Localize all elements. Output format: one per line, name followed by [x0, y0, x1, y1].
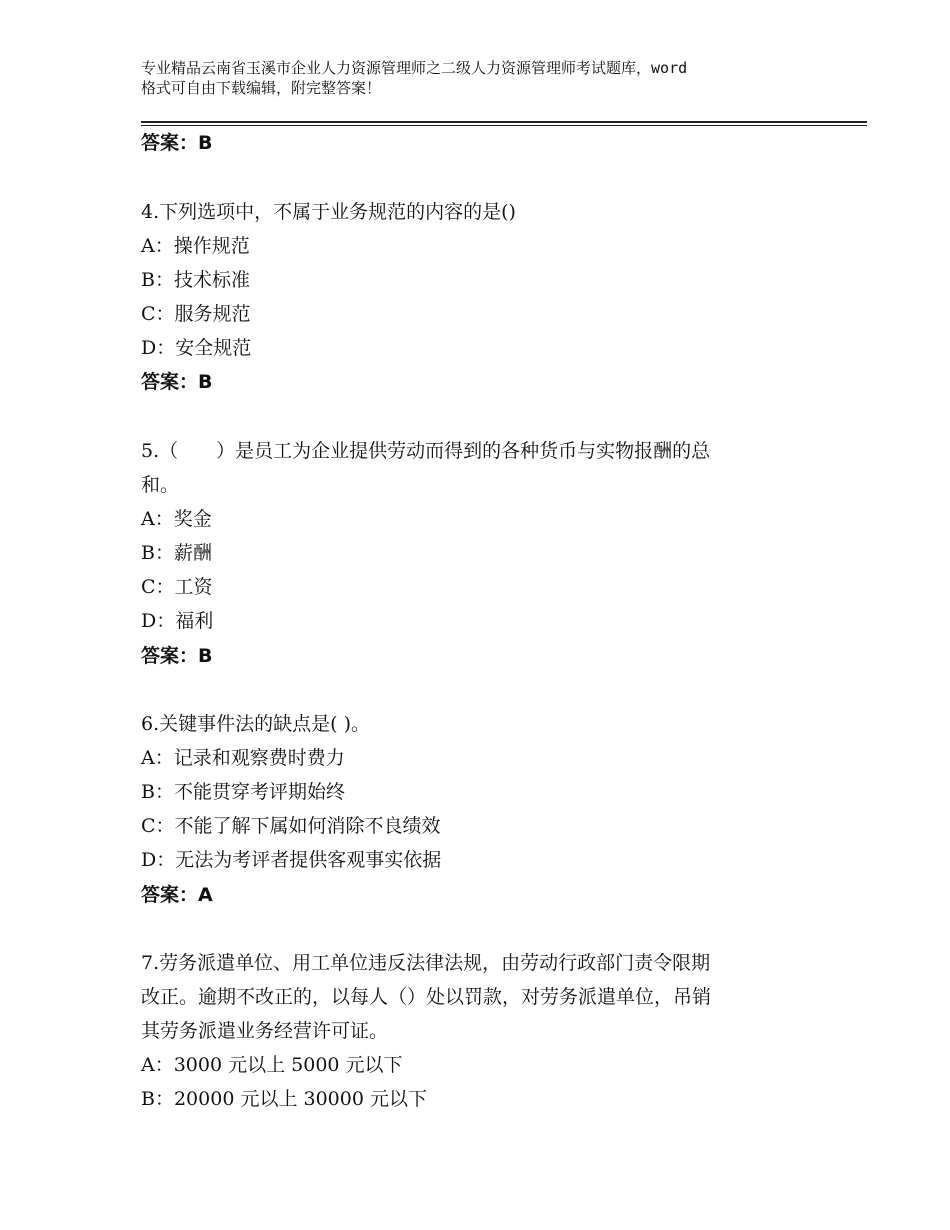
question-5-option-a: A：奖金: [141, 508, 212, 530]
question-7-stem-cont-1: 改正。逾期不改正的，以每人（）处以罚款，对劳务派遣单位，吊销: [141, 986, 712, 1008]
question-6-stem: 6.关键事件法的缺点是( )。: [141, 713, 370, 735]
question-4-option-a: A：操作规范: [141, 235, 250, 257]
header-rule-thin: [141, 125, 867, 126]
question-5-stem-cont: 和。: [141, 474, 180, 496]
header-line-2: 格式可自由下载编辑，附完整答案！: [141, 79, 382, 97]
question-7-stem: 7.劳务派遣单位、用工单位违反法律法规，由劳动行政部门责令限期: [141, 952, 711, 974]
question-4-option-c: C：服务规范: [141, 303, 251, 325]
question-5-option-c: C：工资: [141, 576, 213, 598]
question-4-answer: 答案：B: [141, 371, 213, 393]
question-4-stem: 4.下列选项中，不属于业务规范的内容的是(): [141, 201, 516, 223]
question-6-option-d: D：无法为考评者提供客观事实依据: [141, 849, 442, 871]
answer-previous: 答案：B: [141, 132, 213, 154]
question-7-option-a: A：3000 元以上 5000 元以下: [141, 1054, 403, 1076]
question-7-option-b: B：20000 元以上 30000 元以下: [141, 1088, 427, 1110]
question-6-option-c: C：不能了解下属如何消除不良绩效: [141, 815, 441, 837]
question-6-option-b: B：不能贯穿考评期始终: [141, 781, 345, 803]
question-4-option-b: B：技术标准: [141, 269, 250, 291]
question-5-option-b: B：薪酬: [141, 542, 212, 564]
question-4-option-d: D：安全规范: [141, 337, 252, 359]
question-6-option-a: A：记录和观察费时费力: [141, 747, 345, 769]
question-5-answer: 答案：B: [141, 645, 213, 667]
question-5-option-d: D：福利: [141, 610, 214, 632]
question-6-answer: 答案：A: [141, 884, 213, 906]
document-header: [141, 58, 841, 98]
question-5-stem: 5.（ ）是员工为企业提供劳动而得到的各种货币与实物报酬的总: [141, 440, 711, 462]
header-line-1: 专业精品云南省玉溪市企业人力资源管理师之二级人力资源管理师考试题库，word: [141, 59, 688, 77]
question-7-stem-cont-2: 其劳务派遣业务经营许可证。: [141, 1020, 389, 1042]
header-rule-thick: [141, 121, 867, 123]
